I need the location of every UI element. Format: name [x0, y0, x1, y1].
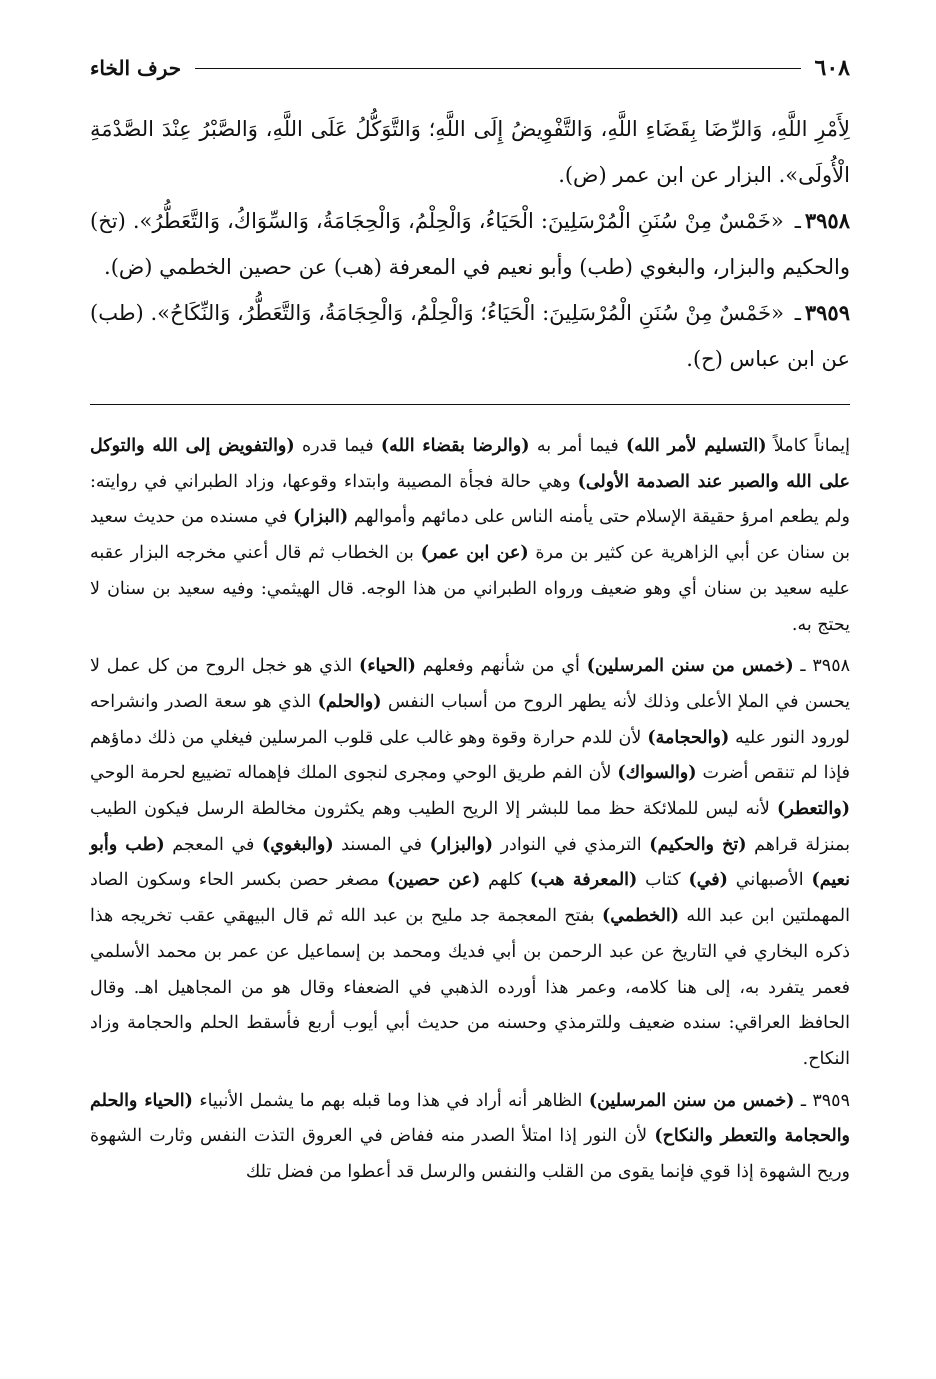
- commentary-text: الذي هو خجل الروح من كل عمل لا يحسن في الملإ الأعلى وذلك لأنه يطهر الروح من أسباب النفس: [90, 656, 850, 712]
- commentary-quoted-term: (والبغوي): [261, 834, 334, 855]
- hadith-entry: [90, 106, 850, 198]
- commentary-text: مصغر حصن بكسر الحاء وسكون الصاد المهملتين ابن عبد الله: [90, 870, 850, 927]
- commentary-text: إيماناً كاملاً: [766, 436, 850, 456]
- commentary-quoted-term: (الحياء والحلم والحجامة والتعطر والنكاح): [90, 1090, 851, 1147]
- commentary-quoted-term: (الحياء): [359, 656, 416, 677]
- commentary-quoted-term: (خمس من سنن المرسلين): [588, 1090, 795, 1111]
- commentary-paragraph: [90, 1084, 850, 1191]
- hadith-entry: ٣٩٥٨ـ «خَمْسٌ مِنْ سُنَنِ الْمُرْسَلِينَ: الْحَيَاءُ، وَالْحِلْمُ، وَالْحِجَامَةُ، وَالسِّوَاكُ، وَالتَّعَطُّرُ». (تخ) والحكيم والبزار، والبغوي (طب) وأبو نعيم في المعرفة (هب) عن حصين الخطمي (ض).: [90, 208, 850, 279]
- commentary-quoted-term: (والتفويض إلى الله والتوكل على الله والصبر عند الصدمة الأولى): [90, 436, 850, 492]
- commentary-quoted-term: (والحلم): [317, 691, 382, 712]
- commentary-text: الترمذي في النوادر: [493, 834, 650, 855]
- commentary-text: في المعجم: [164, 834, 262, 855]
- commentary-text: ٣٩٥٩ ـ: [794, 1090, 850, 1111]
- commentary-quoted-term: (والحجامة): [647, 727, 730, 748]
- hadith-text: «خَمْسٌ مِنْ سُنَنِ الْمُرْسَلِينَ: الْحَيَاءُ؛ وَالْحِلْمُ، وَالْحِجَامَةُ، وَالتَّعَطُّرُ، وَالنِّكَاحُ».: [150, 301, 784, 325]
- section-title: حرف الخاء: [90, 56, 182, 80]
- commentary-text: وهي حالة فجأة المصيبة وابتداء وقوعها، وزاد الطبراني في روايته: ولم يطعم امرؤ حقيقة الإسلام حتى يأمنه الناس على دمائهم وأموالهم: [90, 471, 850, 528]
- hadith-text: «خَمْسٌ مِنْ سُنَنِ الْمُرْسَلِينَ: الْحَيَاءُ، وَالْحِلْمُ، وَالْحِجَامَةُ، وَالسِّوَاكُ، وَالتَّعَطُّرُ».: [132, 209, 784, 233]
- header-rule: [195, 68, 800, 69]
- commentary-paragraph: [90, 429, 850, 643]
- commentary-quoted-term: (طب وأبو نعيم): [90, 834, 850, 891]
- commentary-quoted-term: (المعرفة هب): [529, 870, 638, 891]
- commentary-text: الذي هو سعة الصدر وانشراحه لورود النور عليه: [90, 691, 850, 748]
- hadith-number: ٣٩٥٩: [804, 300, 850, 325]
- commentary-text: ٣٩٥٨ ـ: [793, 656, 850, 677]
- commentary-quoted-term: (عن ابن عمر): [420, 543, 529, 564]
- commentary-quoted-term: (تخ والحكيم): [649, 834, 747, 855]
- commentary-text: لأنه ليس للملائكة حظ مما للبشر إلا الريح الطيب وهم يكثرون مخالطة الرسل فيكون الطيب بمنزلة قراهم: [90, 799, 851, 855]
- commentary-text: كلهم: [480, 870, 530, 891]
- commentary-paragraph: [90, 649, 850, 1077]
- hadith-source: (طب) عن ابن عباس (ح).: [90, 301, 850, 371]
- commentary-text: لأن للدم حرارة وقوة وهو غالب على قلوب المرسلين فيغلي من ذلك دماؤهم فإذا لم تنقص أضرت: [90, 727, 850, 784]
- commentary-quoted-term: (والسواك): [617, 763, 697, 784]
- hadith-source: (تخ) والحكيم والبزار، والبغوي (طب) وأبو نعيم في المعرفة (هب) عن حصين الخطمي (ض).: [90, 209, 850, 279]
- commentary-quoted-term: (البزار): [293, 507, 349, 528]
- commentary-text: فيما أمر به: [529, 436, 627, 456]
- commentary-text: لأن النور إذا امتلأ الصدر منه ففاض في العروق التذت النفس وثارت الشهوة وريح الشهوة إذا قوي فإنما يقوى من القلب والنفس والرسل قد أعطوا من فضل تلك: [90, 1126, 850, 1183]
- hadith-source: البزار عن ابن عمر (ض).: [558, 163, 772, 187]
- commentary-text: لأن الفم طريق الوحي ومجرى لنجوى الملك فإهماله تضييع لحرمة الوحي: [90, 763, 618, 784]
- commentary-text: الأصبهاني: [727, 870, 812, 891]
- commentary-quoted-term: (والرضا بقضاء الله): [380, 436, 530, 456]
- commentary-text: الظاهر أنه أراد في هذا وما قبله بهم ما يشمل الأنبياء: [192, 1090, 589, 1111]
- commentary-quoted-term: (في): [688, 870, 728, 891]
- commentary-quoted-term: (والتعطر): [777, 799, 850, 820]
- commentary-quoted-term: (عن حصين): [387, 870, 481, 891]
- footnote-divider: [90, 404, 850, 405]
- commentary-text: كتاب: [637, 870, 689, 891]
- page-number: ٦٠٨: [814, 55, 850, 81]
- commentary-text: في مسنده من حديث سعيد بن سنان عن أبي الزاهرية عن كثير بن مرة: [90, 507, 850, 564]
- commentary-quoted-term: (التسليم لأمر الله): [626, 436, 767, 456]
- commentary-quoted-term: (خمس من سنن المرسلين): [586, 656, 794, 677]
- commentary-block: [90, 429, 850, 1191]
- commentary-text: أي من شأنهم وفعلهم: [415, 656, 587, 677]
- hadith-entry: ٣٩٥٩ـ «خَمْسٌ مِنْ سُنَنِ الْمُرْسَلِينَ: الْحَيَاءُ؛ وَالْحِلْمُ، وَالْحِجَامَةُ، وَالتَّعَطُّرُ، وَالنِّكَاحُ». (طب) عن ابن عباس (ح).: [90, 300, 850, 371]
- hadith-text-block: [90, 106, 850, 382]
- page: [90, 50, 850, 1191]
- commentary-text: بن الخطاب ثم قال أعني مخرجه البزار عقبه عليه سعيد بن سنان أي وهو ضعيف ورواه الطبراني من هذا الوجه. قال الهيثمي: وفيه سعيد بن سنان لا يحتج به.: [90, 543, 850, 635]
- commentary-quoted-term: (والبزار): [429, 834, 494, 855]
- commentary-quoted-term: (الخطمي): [601, 906, 680, 927]
- commentary-text: بفتح المعجمة جد مليح بن عبد الله ثم قال البيهقي عقب تخريجه هذا ذكره البخاري في التاريخ عن عبد الرحمن بن أبي فديك ومحمد بن إسماعيل عن عمر بن محمد الأسلمي فعمر يتفرد به، إلى هنا كلامه، وعمر هذا أورده الذهبي في الضعفاء وقال هو من المجاهيل اهـ. وقال الحافظ العراقي: سنده ضعيف وللترمذي وحسنه من حديث أبي أيوب أربع فأسقط الحلم والحجامة وزاد النكاح.: [90, 906, 850, 1069]
- commentary-text: في المسند: [333, 834, 430, 855]
- hadith-number: ٣٩٥٨: [804, 208, 850, 233]
- commentary-text: فيما قدره: [294, 436, 381, 456]
- hadith-text: لِأَمْرِ اللَّهِ، وَالرِّضَا بِقَضَاءِ اللَّهِ، وَالتَّفْوِيضُ إِلَى اللَّهِ؛ وَالتَّوَكُّلُ عَلَى اللَّهِ، وَالصَّبْرُ عِنْدَ الصَّدْمَةِ الْأُولَى».: [90, 117, 851, 187]
- page-header: [90, 50, 850, 86]
